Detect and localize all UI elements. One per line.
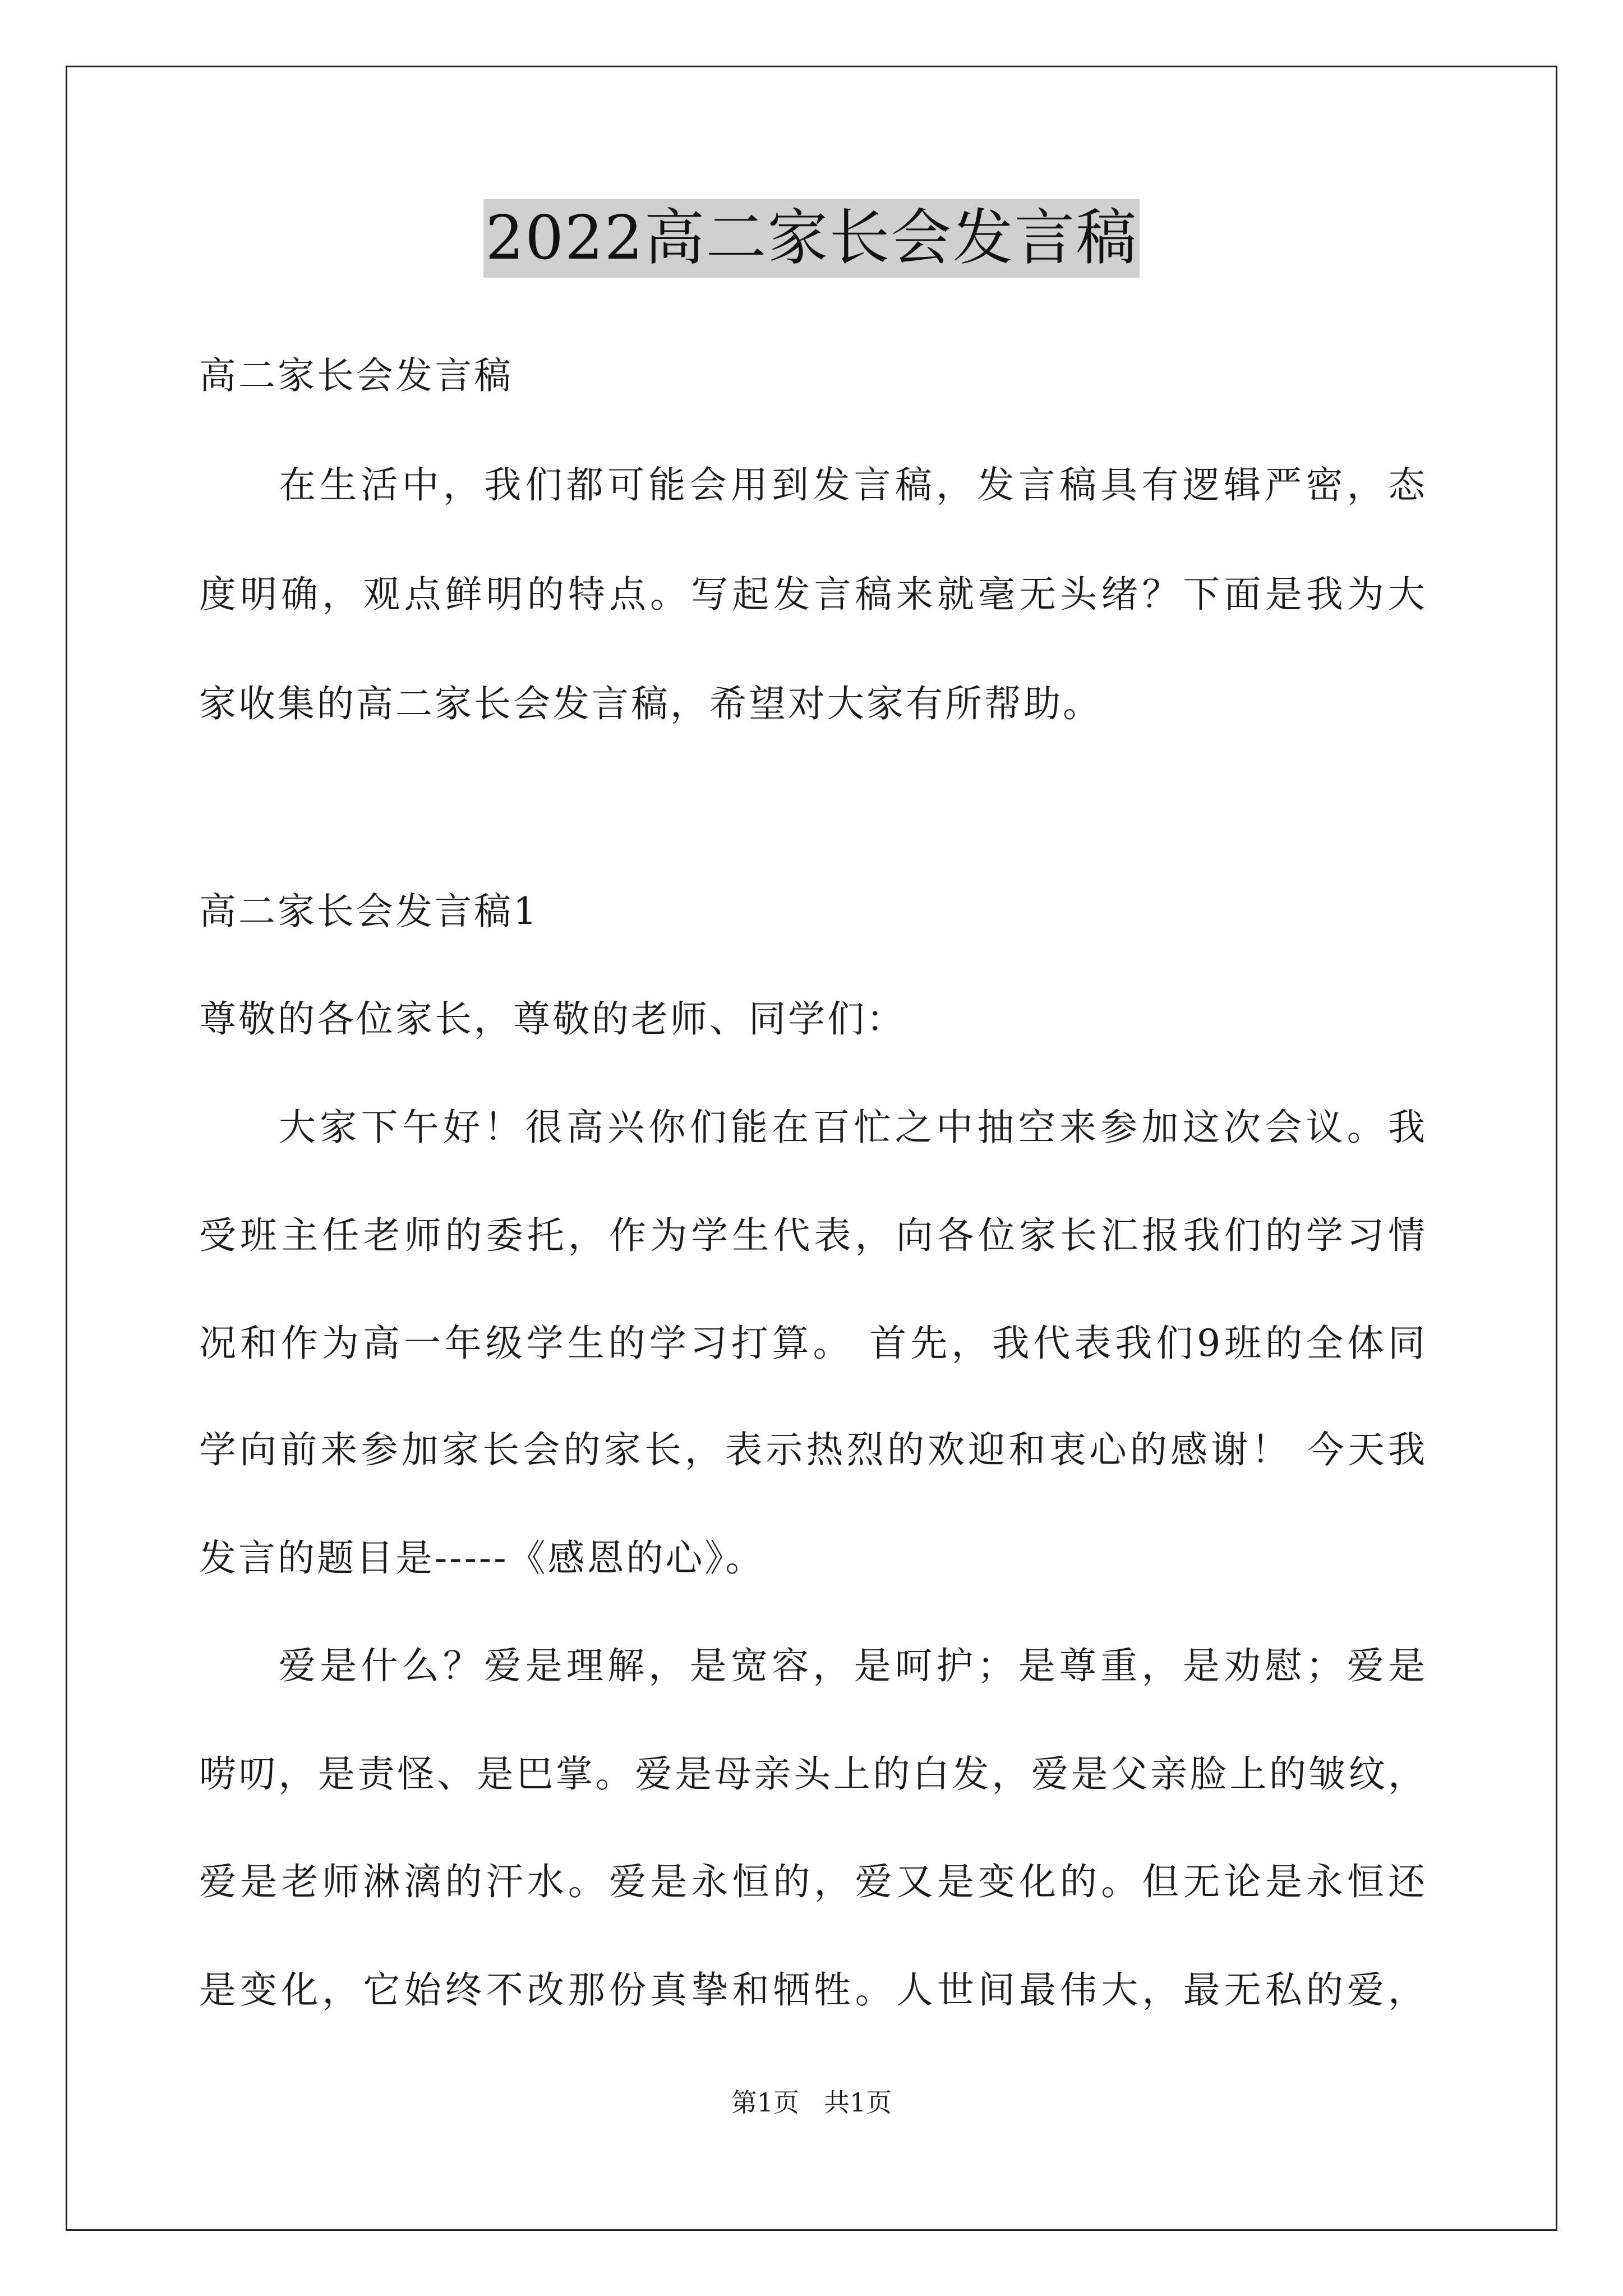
intro-line: 在生活中，我们都可能会用到发言稿，发言稿具有逻辑严密，态	[279, 463, 1427, 507]
intro-line: 家收集的高二家长会发言稿，希望对大家有所帮助。	[199, 682, 1102, 725]
paragraph-line: 爱是什么？爱是理解，是宽容，是呵护；是尊重，是劝慰；爱是	[279, 1644, 1427, 1687]
page-number: 第1页	[731, 2087, 800, 2118]
paragraph-line: 大家下午好！很高兴你们能在百忙之中抽空来参加这次会议。我	[279, 1106, 1427, 1149]
page-footer	[0, 2086, 1623, 2119]
title-container	[0, 199, 1623, 278]
paragraph-line: 爱是老师淋漓的汗水。爱是永恒的，爱又是变化的。但无论是永恒还	[199, 1860, 1427, 1903]
paragraph-line: 发言的题目是-----《感恩的心》。	[199, 1536, 765, 1580]
salutation: 尊敬的各位家长，尊敬的老师、同学们：	[199, 997, 906, 1041]
page-total: 共1页	[823, 2087, 892, 2118]
paragraph-line: 学向前来参加家长会的家长，表示热烈的欢迎和衷心的感谢！ 今天我	[199, 1428, 1427, 1471]
subtitle: 高二家长会发言稿	[199, 354, 513, 397]
paragraph-line: 受班主任老师的委托，作为学生代表，向各位家长汇报我们的学习情	[199, 1214, 1427, 1257]
paragraph-line: 唠叨，是责怪、是巴掌。爱是母亲头上的白发，爱是父亲脸上的皱纹，	[199, 1752, 1427, 1796]
paragraph-line: 是变化，它始终不改那份真挚和牺牲。人世间最伟大，最无私的爱，	[199, 1968, 1427, 2012]
paragraph-line: 况和作为高一年级学生的学习打算。 首先，我代表我们9班的全体同	[199, 1322, 1427, 1365]
section-heading: 高二家长会发言稿1	[199, 890, 539, 933]
document-title: 2022高二家长会发言稿	[483, 199, 1140, 278]
intro-line: 度明确，观点鲜明的特点。写起发言稿来就毫无头绪？下面是我为大	[199, 573, 1427, 616]
